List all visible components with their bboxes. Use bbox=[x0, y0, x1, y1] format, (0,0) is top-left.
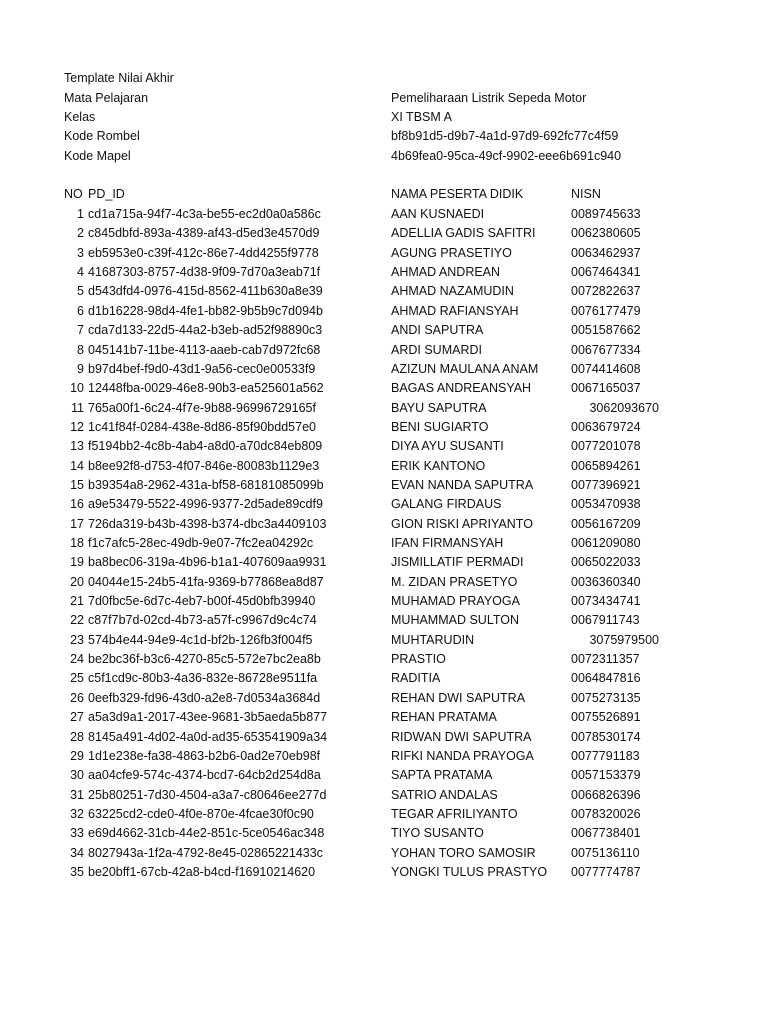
row-student-name: GALANG FIRDAUS bbox=[391, 497, 502, 512]
row-pd-id: c87f7b7d-02cd-4b73-a57f-c9967d9c4c74 bbox=[88, 613, 317, 628]
table-row bbox=[0, 708, 768, 727]
row-number: 31 bbox=[70, 787, 84, 802]
row-nisn: 0056167209 bbox=[571, 516, 641, 531]
column-header-name: NAMA PESERTA DIDIK bbox=[391, 187, 524, 201]
row-number: 8 bbox=[77, 342, 84, 357]
row-number: 6 bbox=[77, 303, 84, 318]
row-number: 28 bbox=[70, 729, 84, 744]
row-student-name: AHMAD RAFIANSYAH bbox=[391, 303, 519, 318]
row-student-name: TIYO SUSANTO bbox=[391, 826, 484, 841]
meta-row bbox=[0, 108, 768, 127]
row-nisn: 0072822637 bbox=[571, 284, 641, 299]
row-nisn: 0075136110 bbox=[571, 845, 640, 860]
row-nisn: 0067677334 bbox=[571, 342, 641, 357]
row-pd-id: c845dbfd-893a-4389-af43-d5ed3e4570d9 bbox=[88, 226, 320, 241]
row-nisn: 0076177479 bbox=[571, 303, 641, 318]
row-number: 9 bbox=[77, 361, 84, 376]
row-number: 32 bbox=[70, 806, 84, 821]
meta-label: Mata Pelajaran bbox=[64, 91, 149, 105]
row-pd-id: 41687303-8757-4d38-9f09-7d70a3eab71f bbox=[88, 265, 321, 280]
row-pd-id: aa04cfe9-574c-4374-bcd7-64cb2d254d8a bbox=[88, 768, 321, 783]
row-student-name: IFAN FIRMANSYAH bbox=[391, 536, 504, 550]
row-number: 3 bbox=[77, 245, 84, 260]
row-nisn: 0077201078 bbox=[571, 439, 641, 454]
table-row bbox=[0, 553, 768, 572]
table-row bbox=[0, 341, 768, 360]
row-student-name: GION RISKI APRIYANTO bbox=[391, 516, 533, 531]
row-student-name: ERIK KANTONO bbox=[391, 458, 486, 473]
row-pd-id: ba8bec06-319a-4b96-b1a1-407609aa9931 bbox=[88, 555, 327, 570]
table-row bbox=[0, 611, 768, 630]
row-number: 25 bbox=[70, 671, 84, 686]
row-student-name: DIYA AYU SUSANTI bbox=[391, 439, 504, 454]
row-pd-id: 12448fba-0029-46e8-90b3-ea525601a562 bbox=[88, 381, 324, 396]
table-row bbox=[0, 379, 768, 398]
row-pd-id: 1d1e238e-fa38-4863-b2b6-0ad2e70eb98f bbox=[88, 748, 321, 763]
row-nisn: 0089745633 bbox=[571, 207, 641, 221]
row-number: 4 bbox=[77, 265, 84, 280]
table-row bbox=[0, 689, 768, 708]
row-student-name: TEGAR AFRILIYANTO bbox=[391, 806, 518, 821]
row-nisn: 0066826396 bbox=[571, 787, 641, 802]
table-row bbox=[0, 224, 768, 243]
row-number: 17 bbox=[70, 516, 84, 531]
meta-label: Kelas bbox=[64, 110, 96, 124]
row-number: 5 bbox=[77, 284, 84, 299]
row-pd-id: 0eefb329-fd96-43d0-a2e8-7d0534a3684d bbox=[88, 690, 321, 705]
row-pd-id: f1c7afc5-28ec-49db-9e07-7fc2ea04292c bbox=[88, 536, 314, 550]
row-pd-id: b39354a8-2962-431a-bf58-68181085099b bbox=[88, 477, 324, 492]
row-nisn: 0067464341 bbox=[571, 265, 641, 280]
row-pd-id: a9e53479-5522-4996-9377-2d5ade89cdf9 bbox=[88, 497, 323, 512]
table-row bbox=[0, 766, 768, 785]
row-student-name: AHMAD NAZAMUDIN bbox=[391, 284, 514, 299]
table-row bbox=[0, 631, 768, 650]
row-student-name: ARDI SUMARDI bbox=[391, 342, 482, 357]
row-student-name: RIFKI NANDA PRAYOGA bbox=[391, 748, 534, 763]
row-number: 21 bbox=[70, 594, 84, 608]
table-row bbox=[0, 573, 768, 592]
row-number: 7 bbox=[77, 323, 84, 338]
row-pd-id: b8ee92f8-d753-4f07-846e-80083b1129e3 bbox=[88, 458, 320, 473]
row-nisn: 0074414608 bbox=[571, 361, 641, 376]
row-number: 22 bbox=[70, 613, 84, 628]
row-pd-id: 25b80251-7d30-4504-a3a7-c80646ee277d bbox=[88, 787, 327, 802]
row-pd-id: 574b4e44-94e9-4c1d-bf2b-126fb3f004f5 bbox=[88, 632, 313, 647]
table-row bbox=[0, 747, 768, 766]
row-pd-id: 04044e15-24b5-41fa-9369-b77868ea8d87 bbox=[88, 574, 324, 589]
table-row bbox=[0, 669, 768, 688]
row-number: 23 bbox=[70, 632, 84, 647]
row-pd-id: f5194bb2-4c8b-4ab4-a8d0-a70dc84eb809 bbox=[88, 439, 323, 454]
row-pd-id: 63225cd2-cde0-4f0e-870e-4fcae30f0c90 bbox=[88, 806, 314, 821]
table-row bbox=[0, 437, 768, 456]
row-number: 34 bbox=[70, 845, 84, 860]
row-student-name: YOHAN TORO SAMOSIR bbox=[391, 845, 536, 860]
table-row bbox=[0, 650, 768, 669]
row-number: 24 bbox=[70, 652, 84, 666]
row-nisn: 0075526891 bbox=[571, 710, 641, 725]
row-nisn: 0078530174 bbox=[571, 729, 641, 744]
table-header-row bbox=[0, 185, 768, 204]
row-nisn: 0062380605 bbox=[571, 226, 641, 241]
row-pd-id: be20bff1-67cb-42a8-b4cd-f16910214620 bbox=[88, 864, 316, 879]
table-row bbox=[0, 786, 768, 805]
row-nisn: 0067911743 bbox=[571, 613, 640, 628]
row-number: 29 bbox=[70, 748, 84, 763]
row-pd-id: d1b16228-98d4-4fe1-bb82-9b5b9c7d094b bbox=[88, 303, 323, 318]
row-pd-id: c5f1cd9c-80b3-4a36-832e-86728e9511fa bbox=[88, 671, 318, 686]
row-pd-id: 726da319-b43b-4398-b374-dbc3a4409103 bbox=[88, 516, 327, 531]
row-pd-id: 1c41f84f-0284-438e-8d86-85f90bdd57e0 bbox=[88, 419, 316, 434]
row-student-name: M. ZIDAN PRASETYO bbox=[391, 574, 518, 589]
table-row bbox=[0, 534, 768, 553]
row-student-name: YONGKI TULUS PRASTYO bbox=[391, 864, 548, 879]
row-nisn: 0078320026 bbox=[571, 806, 641, 821]
row-number: 11 bbox=[71, 400, 84, 415]
row-number: 15 bbox=[70, 477, 84, 492]
row-number: 33 bbox=[70, 826, 84, 841]
row-nisn: 0065894261 bbox=[571, 458, 641, 473]
row-student-name: REHAN PRATAMA bbox=[391, 710, 497, 725]
row-nisn: 0063462937 bbox=[571, 245, 641, 260]
table-row bbox=[0, 263, 768, 282]
table-row bbox=[0, 244, 768, 263]
row-nisn: 3062093670 bbox=[589, 400, 659, 415]
row-nisn: 0077774787 bbox=[571, 864, 641, 879]
row-student-name: ANDI SAPUTRA bbox=[391, 323, 484, 338]
row-student-name: MUHTARUDIN bbox=[391, 632, 475, 647]
row-number: 2 bbox=[77, 226, 84, 241]
column-header-pd-id: PD_ID bbox=[88, 187, 125, 201]
row-student-name: MUHAMAD PRAYOGA bbox=[391, 594, 520, 608]
row-number: 1 bbox=[77, 207, 84, 221]
meta-label: Kode Rombel bbox=[64, 129, 140, 143]
row-nisn: 0064847816 bbox=[571, 671, 641, 686]
row-pd-id: 8027943a-1f2a-4792-8e45-02865221433c bbox=[88, 845, 323, 860]
row-nisn: 0075273135 bbox=[571, 690, 641, 705]
row-student-name: AGUNG PRASETIYO bbox=[391, 245, 512, 260]
row-student-name: BAGAS ANDREANSYAH bbox=[391, 381, 532, 396]
row-number: 16 bbox=[70, 497, 84, 512]
row-nisn: 0036360340 bbox=[571, 574, 641, 589]
row-number: 14 bbox=[70, 458, 84, 473]
row-student-name: RADITIA bbox=[391, 671, 441, 686]
row-pd-id: d543dfd4-0976-415d-8562-411b630a8e39 bbox=[88, 284, 323, 299]
row-pd-id: b97d4bef-f9d0-43d1-9a56-cec0e00533f9 bbox=[88, 361, 316, 376]
row-pd-id: 7d0fbc5e-6d7c-4eb7-b00f-45d0bfb39940 bbox=[88, 594, 316, 608]
row-pd-id: eb5953e0-c39f-412c-86e7-4dd4255f9778 bbox=[88, 245, 319, 260]
row-number: 27 bbox=[70, 710, 84, 725]
table-row bbox=[0, 863, 768, 882]
sheet-title: Template Nilai Akhir bbox=[64, 71, 174, 85]
row-number: 10 bbox=[70, 381, 84, 396]
meta-label: Kode Mapel bbox=[64, 149, 131, 163]
table-row bbox=[0, 282, 768, 301]
row-nisn: 0061209080 bbox=[571, 536, 641, 550]
row-student-name: AHMAD ANDREAN bbox=[391, 265, 501, 280]
table-row bbox=[0, 728, 768, 747]
row-number: 26 bbox=[70, 690, 84, 705]
row-student-name: RIDWAN DWI SAPUTRA bbox=[391, 729, 532, 744]
row-pd-id: 8145a491-4d02-4a0d-ad35-653541909a34 bbox=[88, 729, 328, 744]
row-student-name: JISMILLATIF PERMADI bbox=[391, 555, 524, 570]
row-student-name: EVAN NANDA SAPUTRA bbox=[391, 477, 534, 492]
table-row bbox=[0, 321, 768, 340]
table-row bbox=[0, 824, 768, 843]
row-nisn: 0072311357 bbox=[571, 652, 640, 666]
table-row bbox=[0, 476, 768, 495]
table-row bbox=[0, 360, 768, 379]
table-row bbox=[0, 302, 768, 321]
meta-row bbox=[0, 89, 768, 108]
row-pd-id: a5a3d9a1-2017-43ee-9681-3b5aeda5b877 bbox=[88, 710, 328, 725]
meta-row bbox=[0, 147, 768, 166]
table-row bbox=[0, 399, 768, 418]
row-student-name: AAN KUSNAEDI bbox=[391, 207, 485, 221]
row-number: 13 bbox=[70, 439, 84, 454]
row-nisn: 0065022033 bbox=[571, 555, 641, 570]
row-number: 12 bbox=[70, 419, 84, 434]
title-row bbox=[0, 69, 768, 88]
row-student-name: SAPTA PRATAMA bbox=[391, 768, 493, 783]
table-row bbox=[0, 844, 768, 863]
table-row bbox=[0, 515, 768, 534]
row-number: 35 bbox=[70, 864, 84, 879]
row-number: 18 bbox=[70, 536, 84, 550]
row-student-name: ADELLIA GADIS SAFITRI bbox=[391, 226, 536, 241]
row-student-name: BENI SUGIARTO bbox=[391, 419, 489, 434]
row-student-name: MUHAMMAD SULTON bbox=[391, 613, 520, 628]
row-nisn: 0053470938 bbox=[571, 497, 641, 512]
row-pd-id: e69d4662-31cb-44e2-851c-5ce0546ac348 bbox=[88, 826, 325, 841]
row-pd-id: cd1a715a-94f7-4c3a-be55-ec2d0a0a586c bbox=[88, 207, 321, 221]
meta-value: Pemeliharaan Listrik Sepeda Motor bbox=[391, 91, 587, 105]
row-number: 19 bbox=[70, 555, 84, 570]
meta-row bbox=[0, 127, 768, 146]
table-row bbox=[0, 418, 768, 437]
table-row bbox=[0, 457, 768, 476]
row-pd-id: cda7d133-22d5-44a2-b3eb-ad52f98890c3 bbox=[88, 323, 323, 338]
row-student-name: SATRIO ANDALAS bbox=[391, 787, 498, 802]
row-number: 30 bbox=[70, 768, 84, 783]
table-row bbox=[0, 592, 768, 611]
column-header-no: NO bbox=[64, 187, 83, 201]
column-header-nisn: NISN bbox=[571, 187, 601, 201]
row-nisn: 0067165037 bbox=[571, 381, 641, 396]
table-row bbox=[0, 805, 768, 824]
meta-value: bf8b91d5-d9b7-4a1d-97d9-692fc77c4f59 bbox=[391, 129, 619, 143]
meta-value: XI TBSM A bbox=[391, 110, 452, 124]
table-row bbox=[0, 205, 768, 224]
row-nisn: 0073434741 bbox=[571, 594, 641, 608]
row-number: 20 bbox=[70, 574, 84, 589]
row-nisn: 0077791183 bbox=[571, 748, 640, 763]
row-pd-id: 765a00f1-6c24-4f7e-9b88-96996729165f bbox=[88, 400, 316, 415]
row-student-name: REHAN DWI SAPUTRA bbox=[391, 690, 526, 705]
row-student-name: AZIZUN MAULANA ANAM bbox=[391, 361, 539, 376]
row-nisn: 0067738401 bbox=[571, 826, 641, 841]
row-nisn: 0063679724 bbox=[571, 419, 641, 434]
row-pd-id: 045141b7-11be-4113-aaeb-cab7d972fc68 bbox=[88, 342, 321, 357]
row-nisn: 3075979500 bbox=[589, 632, 659, 647]
table-row bbox=[0, 495, 768, 514]
row-student-name: BAYU SAPUTRA bbox=[391, 400, 487, 415]
row-student-name: PRASTIO bbox=[391, 652, 446, 666]
meta-value: 4b69fea0-95ca-49cf-9902-eee6b691c940 bbox=[391, 149, 622, 163]
row-pd-id: be2bc36f-b3c6-4270-85c5-572e7bc2ea8b bbox=[88, 652, 321, 666]
row-nisn: 0057153379 bbox=[571, 768, 641, 783]
row-nisn: 0077396921 bbox=[571, 477, 641, 492]
row-nisn: 0051587662 bbox=[571, 323, 641, 338]
